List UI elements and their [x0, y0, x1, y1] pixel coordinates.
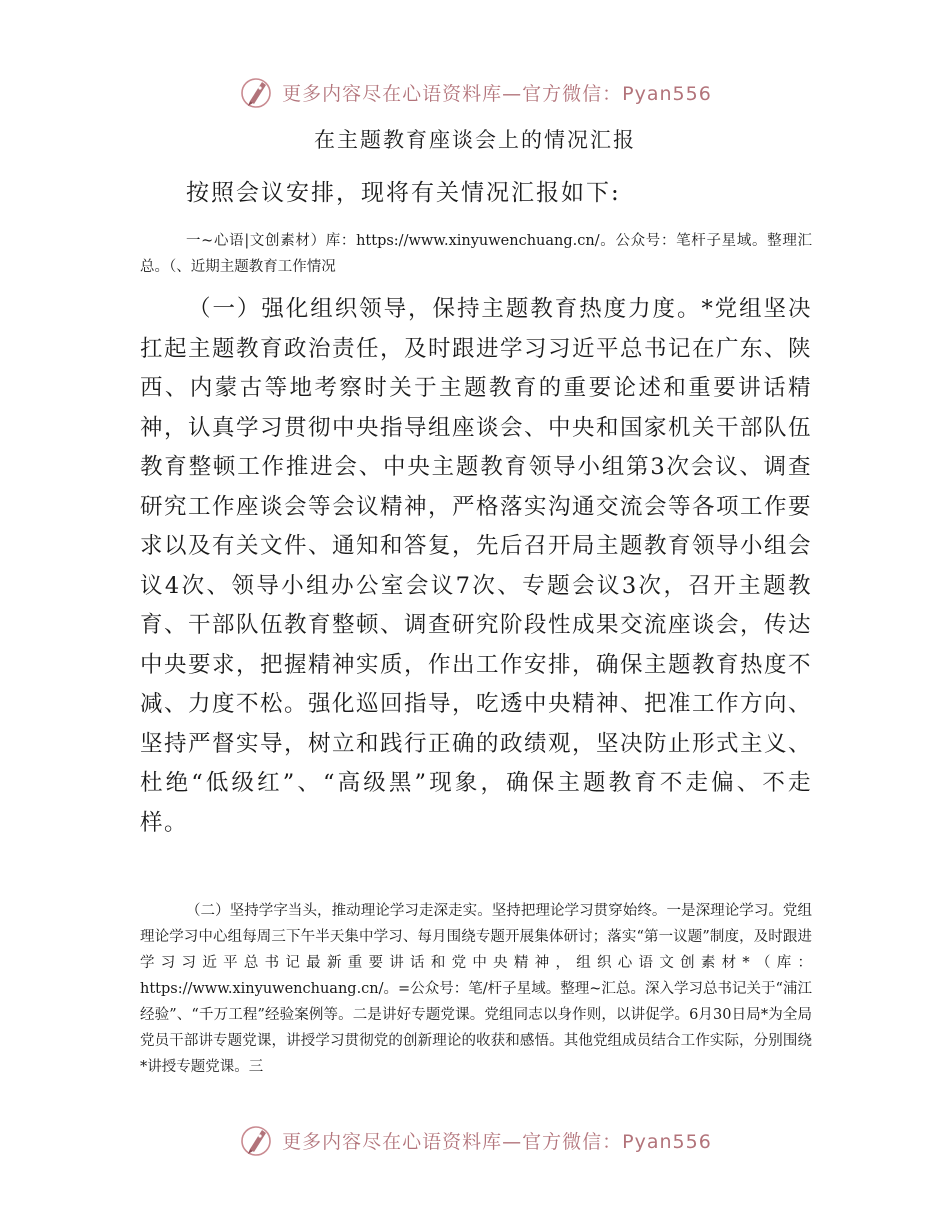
pen-nib-icon: [238, 1122, 274, 1158]
paragraph-source-note: [140, 228, 812, 280]
pen-nib-icon: [238, 74, 274, 110]
header-watermark-banner: [0, 70, 950, 114]
paragraph-text: （二）坚持学字当头，推动理论学习走深走实。坚持把理论学习贯穿始终。一是深理论学习。党组理论学习中心组每周三下午半天集中学习、每月围绕专题开展集体研讨；落实“第一议题”制度，及时跟进学习习近平总书记最新重要讲话和党中央精神，组织心语文创素材*（库：https://www.xinyuwenchuang.cn/。=公众号：笔/杆子星域。整理~汇总。深入学习总书记关于“浦江经验”、“千万工程”经验案例等。二是讲好专题党课。党组同志以身作则，以讲促学。6月30日局*为全局党员干部讲专题党课，讲授学习贯彻党的创新理论的收获和感悟。其他党组成员结合工作实际，分别围绕*讲授专题党课。三: [140, 903, 812, 1075]
intro-sentence: 按照会议安排，现将有关情况汇报如下:: [186, 180, 621, 206]
footer-watermark-banner: [0, 1118, 950, 1162]
paragraph-text: 一~心语|文创素材）库：https://www.xinyuwenchuang.cn/。公众号：笔杆子星域。整理汇总。（、近期主题教育工作情况: [140, 233, 812, 275]
watermark-text: 更多内容尽在心语资料库—官方微信：Pyan556: [282, 1130, 712, 1153]
paragraph-text: （一）强化组织领导，保持主题教育热度力度。*党组坚决扛起主题教育政治责任，及时跟进学习习近平总书记在广东、陕西、内蒙古等地考察时关于主题教育的重要论述和重要讲话精神，认真学习贯彻中央指导组座谈会、中央和国家机关干部队伍教育整顿工作推进会、中央主题教育领导小组第3次会议、调查研究工作座谈会等会议精神，严格落实沟通交流会等各项工作要求以及有关文件、通知和答复，先后召开局主题教育领导小组会议4次、领导小组办公室会议7次、专题会议3次，召开主题教育、干部队伍教育整顿、调查研究阶段性成果交流座谈会，传达中央要求，把握精神实质，作出工作安排，确保主题教育热度不减、力度不松。强化巡回指导，吃透中央精神、把准工作方向、坚持严督实导，树立和践行正确的政绩观，坚决防止形式主义、杜绝“低级红”、“高级黑”现象，确保主题教育不走偏、不走样。: [140, 296, 813, 836]
watermark-text: 更多内容尽在心语资料库—官方微信：Pyan556: [282, 82, 712, 105]
paragraph-organization-leadership: [140, 290, 812, 843]
document-title: 在主题教育座谈会上的情况汇报: [314, 128, 636, 152]
paragraph-theory-study: [140, 898, 812, 1080]
